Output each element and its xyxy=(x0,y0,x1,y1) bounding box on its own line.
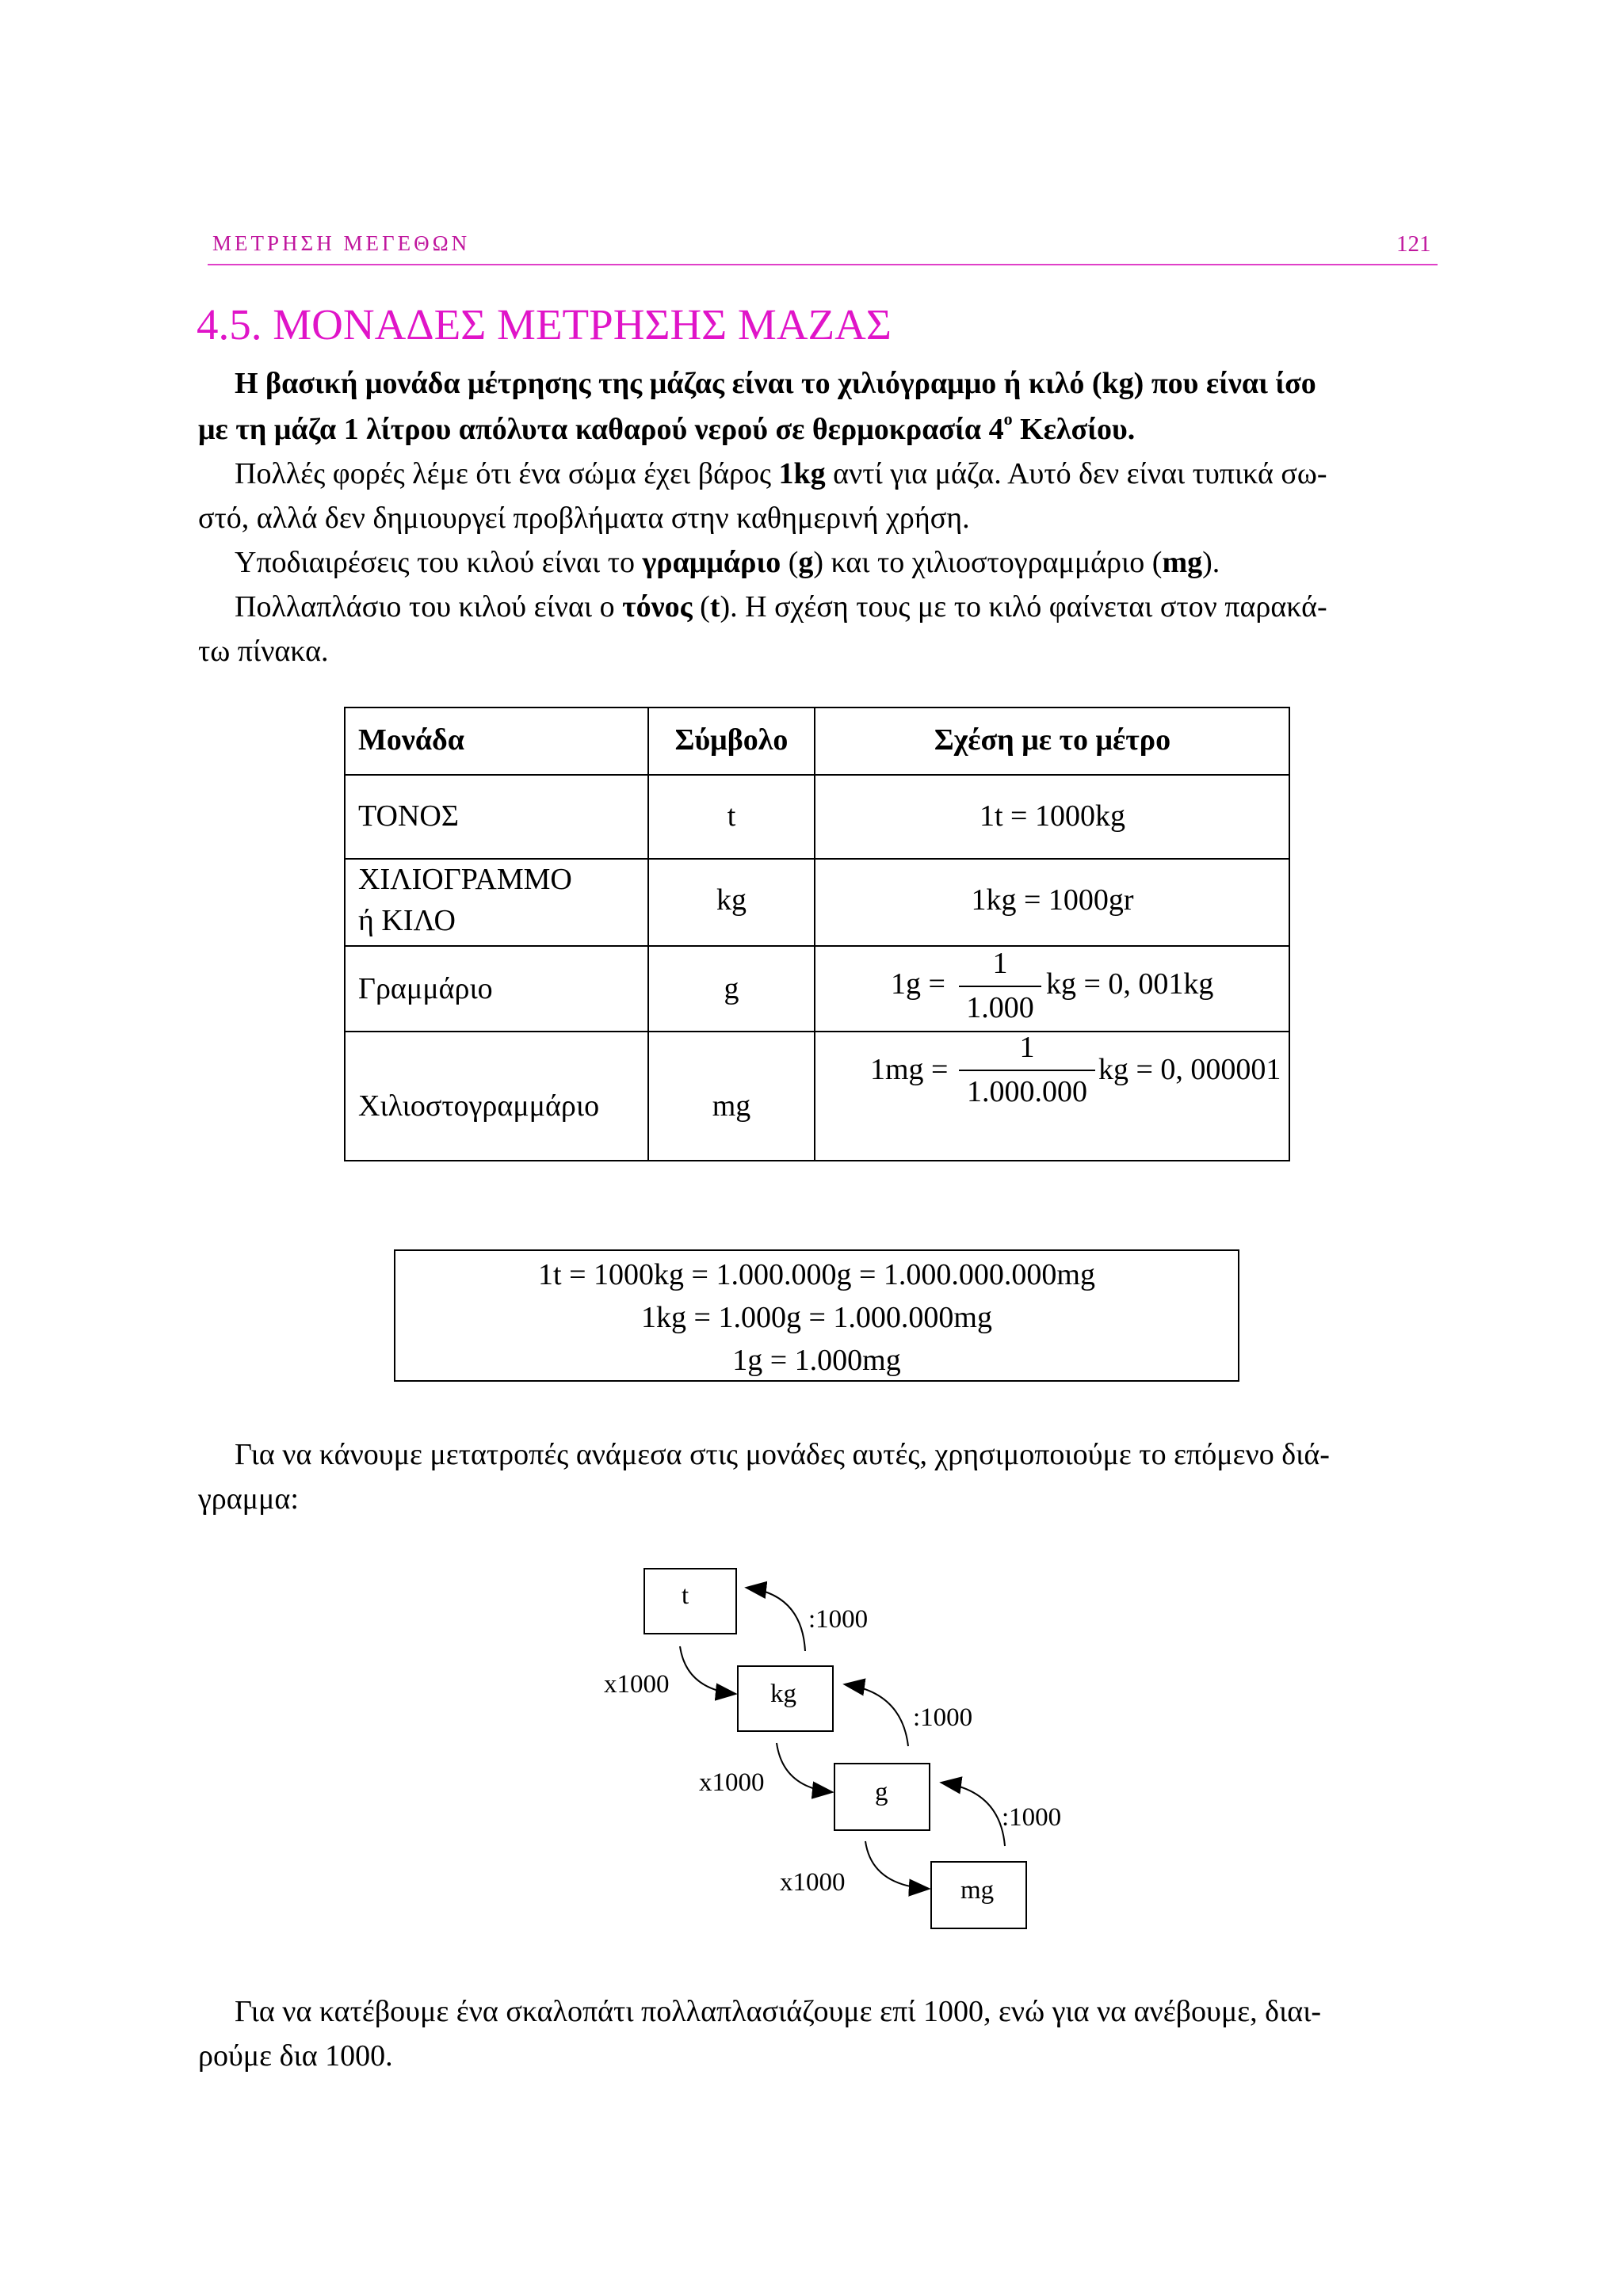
arrow-t-to-kg xyxy=(680,1646,735,1694)
row-ton-symbol: t xyxy=(727,799,736,833)
arrow-mg-to-g xyxy=(941,1783,1005,1846)
summary-line-3: 1g = 1.000mg xyxy=(732,1344,901,1377)
arrow-g-to-kg xyxy=(845,1684,908,1746)
divide-label-1: :1000 xyxy=(808,1605,869,1634)
box-mg-label: mg xyxy=(960,1876,995,1905)
header-unit: Μονάδα xyxy=(358,723,464,757)
row-mg-relation-numerator: 1 xyxy=(1019,1031,1035,1064)
row-kg-unit-line-1: ΧΙΛΙΟΓΡΑΜΜΟ xyxy=(358,863,572,896)
paragraph-4-line-1: Πολλαπλάσιο του κιλού είναι ο τόνος (t). Η σχέση τους με το κιλό φαίνεται στον παρακά- xyxy=(235,590,1327,624)
box-kg-label: kg xyxy=(770,1680,796,1708)
summary-line-2: 1kg = 1.000g = 1.000.000mg xyxy=(641,1301,992,1334)
multiply-label-2: x1000 xyxy=(699,1768,765,1797)
row-g-relation-lhs: 1g = xyxy=(891,967,945,1001)
paragraph-2-line-1: Πολλές φορές λέμε ότι ένα σώμα έχει βάρος 1kg αντί για μάζα. Αυτό δεν είναι τυπικά σω- xyxy=(235,457,1327,490)
row-mg-relation-rhs: kg = 0, 000001 xyxy=(1098,1053,1281,1086)
row-g-relation-numerator: 1 xyxy=(992,947,1008,980)
paragraph-4-line-2: τω πίνακα. xyxy=(198,635,329,668)
box-g-label: g xyxy=(875,1778,888,1806)
arrow-kg-to-g xyxy=(777,1743,832,1792)
paragraph-3: Υποδιαιρέσεις του κιλού είναι το γραμμάριο (g) και το χιλιοστογραμμάριο (mg). xyxy=(235,546,1220,579)
row-ton-relation: 1t = 1000kg xyxy=(980,799,1125,833)
row-kg-symbol: kg xyxy=(716,883,747,917)
arrow-kg-to-t xyxy=(747,1588,805,1651)
box-t xyxy=(644,1569,736,1634)
arrow-g-to-mg xyxy=(865,1841,929,1889)
paragraph-2-line-2: στό, αλλά δεν δημιουργεί προβλήματα στην καθημερινή χρήση. xyxy=(198,502,970,535)
divide-label-3: :1000 xyxy=(1002,1803,1062,1832)
row-kg-unit-line-2: ή ΚΙΛΟ xyxy=(358,904,456,937)
summary-line-1: 1t = 1000kg = 1.000.000g = 1.000.000.000mg xyxy=(538,1258,1095,1291)
header-symbol: Σύμβολο xyxy=(674,723,789,757)
row-mg-relation-lhs: 1mg = xyxy=(870,1053,949,1086)
row-g-relation-denominator: 1.000 xyxy=(966,991,1034,1024)
running-head: ΜΕΤΡΗΣΗ ΜΕΓΕΘΩΝ xyxy=(212,231,471,255)
box-t-label: t xyxy=(682,1581,689,1610)
row-ton-unit: ΤΟΝΟΣ xyxy=(358,799,459,833)
row-mg-symbol: mg xyxy=(712,1089,751,1123)
section-title: 4.5. ΜΟΝΑΔΕΣ ΜΕΤΡΗΣΗΣ ΜΑΖΑΣ xyxy=(197,300,892,349)
row-g-relation-rhs: kg = 0, 001kg xyxy=(1046,967,1214,1001)
conversion-text-line-2: γραμμα: xyxy=(198,1482,299,1516)
conversion-text-line-1: Για να κάνουμε μετατροπές ανάμεσα στις μονάδες αυτές, χρησιμοποιούμε το επόμενο διά- xyxy=(235,1438,1330,1471)
row-g-unit: Γραμμάριο xyxy=(358,972,493,1005)
closing-line-1: Για να κατέβουμε ένα σκαλοπάτι πολλαπλασιάζουμε επί 1000, ενώ για να ανέβουμε, διαι- xyxy=(235,1995,1322,2028)
closing-line-2: ρούμε δια 1000. xyxy=(198,2039,393,2073)
intro-line-2: με τη μάζα 1 λίτρου απόλυτα καθαρού νερού σε θερμοκρασία $4^o$ Κελσίου. xyxy=(198,409,1136,446)
multiply-label-1: x1000 xyxy=(604,1670,670,1699)
row-mg-relation-denominator: 1.000.000 xyxy=(967,1075,1087,1108)
header-relation: Σχέση με το μέτρο xyxy=(934,723,1171,757)
row-kg-relation: 1kg = 1000gr xyxy=(971,883,1134,917)
divide-label-2: :1000 xyxy=(913,1703,973,1732)
row-mg-unit: Χιλιοστογραμμάριο xyxy=(358,1089,600,1123)
multiply-label-3: x1000 xyxy=(780,1868,846,1897)
page-number: 121 xyxy=(1396,231,1431,257)
row-g-symbol: g xyxy=(724,972,739,1005)
intro-line-1: Η βασική μονάδα μέτρησης της μάζας είναι το χιλιόγραμμο ή κιλό (kg) που είναι ίσο xyxy=(235,367,1316,400)
